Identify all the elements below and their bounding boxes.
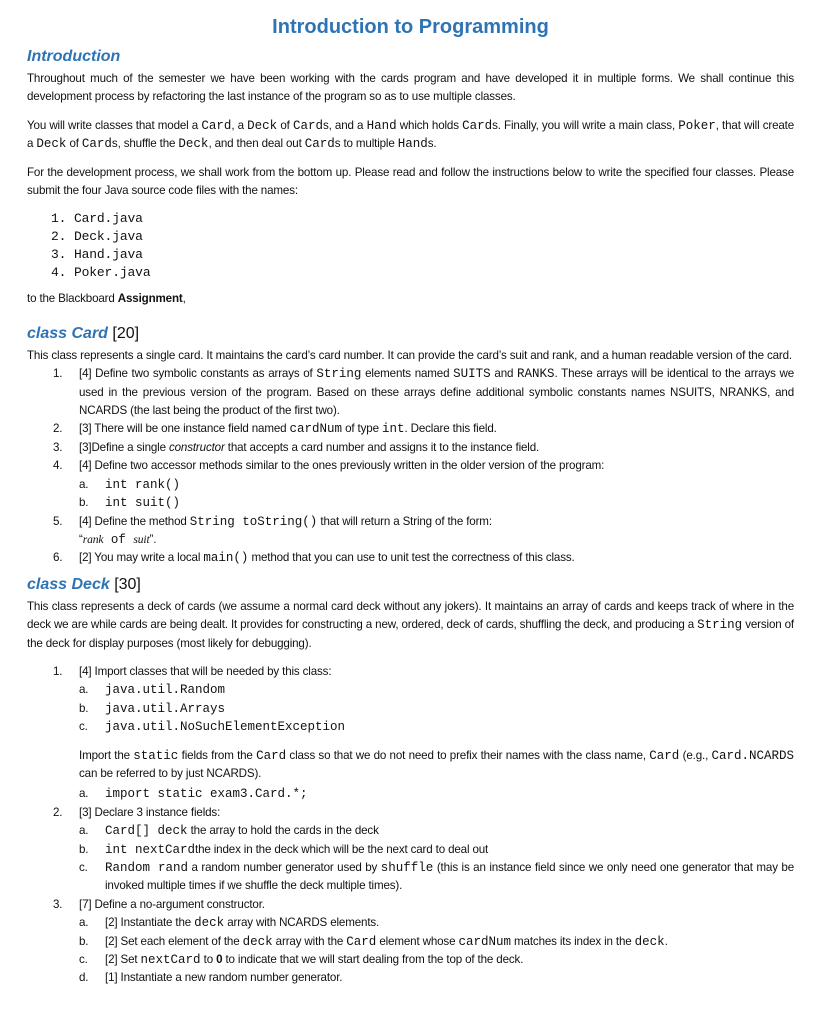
text-run: [2] Set <box>105 953 141 967</box>
code-text: int suit() <box>105 496 181 511</box>
text-run: This class represents a deck of cards (we assume a normal card deck without any jokers). It maintains an array of cards and keeps track of where in the deck we are while cards are being dealt. It provides for constructing a new, ordered, deck of cards, shuffling the deck, and producing a <box>27 599 794 632</box>
text-run: that accepts a card number and assigns it to the instance field. <box>224 440 540 454</box>
text-run: can be referred to by just NCARDS). <box>79 766 262 780</box>
item-number: 1. <box>53 367 63 381</box>
text-run: [3] There will be one instance field named <box>79 422 290 436</box>
text-run: . These arrays will be identical to the arrays we used in the previous version of the program. Based on these arrays define additional symbolic constants names NSUITS, NRANKS, and NCARDS (the last being the product of the first two). <box>79 367 794 418</box>
text-run: . <box>664 934 668 948</box>
code-text: java.util.Random <box>105 683 226 698</box>
sub-list <box>79 822 794 896</box>
continuation <box>79 531 794 549</box>
text-run: array with NCARDS elements. <box>224 916 380 930</box>
sub-list-item <box>79 785 794 803</box>
paragraph <box>27 290 794 308</box>
document-title: Introduction to Programming <box>272 16 549 38</box>
text-run: For the development process, we shall work from the bottom up. Please read and follow the instructions below to write the specified four classes. Please submit the four Java source code files with the names: <box>27 165 794 198</box>
text-run: to <box>200 953 217 967</box>
section-heading-introduction: Introduction <box>27 48 121 65</box>
text-run: This class represents a single card. It maintains the card’s card number. It can provide the card’s suit and rank, and a human readable version of the card. <box>27 348 792 362</box>
sub-list-item <box>79 933 794 951</box>
sub-list-item <box>79 841 794 859</box>
text-run: to the Blackboard <box>27 292 118 306</box>
file-name: 1. Card.java <box>51 211 143 227</box>
code-text: Card <box>462 118 493 133</box>
code-text: SUITS <box>453 367 491 382</box>
text-run: You will write classes that model a <box>27 118 202 132</box>
file-name: 4. Poker.java <box>51 265 151 281</box>
code-text: Deck <box>247 118 278 133</box>
item-marker: c. <box>79 861 88 874</box>
heading-text: class Deck <box>27 575 110 593</box>
text-run: the index in the deck which will be the next card to deal out <box>195 842 489 856</box>
list-item <box>53 457 794 512</box>
item-number: 6. <box>53 551 63 565</box>
code-text: import static exam3.Card.*; <box>105 787 308 802</box>
sub-list-item <box>79 494 794 512</box>
text-run: [2] You may write a local <box>79 551 204 565</box>
text-run: elements named <box>361 367 454 381</box>
text-run: [7] Define a no-argument constructor. <box>79 897 265 911</box>
text-run: Import the <box>79 748 134 762</box>
item-marker: a. <box>79 477 89 491</box>
text-run: s, shuffle the <box>111 137 179 151</box>
text-run: 0 <box>216 953 223 967</box>
text-run: [1] Instantiate a new random number generator. <box>105 971 343 985</box>
text-run: to indicate that we will start dealing from the top of the deck. <box>222 953 524 967</box>
points: [20] <box>112 324 140 342</box>
file-name: 3. Hand.java <box>51 247 143 263</box>
sub-list-item <box>79 476 794 494</box>
code-text: java.util.Arrays <box>105 701 226 716</box>
text-run: s. Finally, you will write a main class, <box>492 118 679 132</box>
text-run: [2] Set each element of the <box>105 934 243 948</box>
section-heading-class-card <box>27 323 794 345</box>
code-text: int nextCard <box>105 842 196 857</box>
item-marker: d. <box>79 971 89 985</box>
sub-list-item <box>79 914 794 932</box>
code-text: Random rand <box>105 861 188 875</box>
item-marker: a. <box>79 787 89 801</box>
code-text: Poker <box>678 118 716 133</box>
paragraph <box>27 164 794 201</box>
text-run: matches its index in the <box>510 934 635 948</box>
code-text: Card[] deck <box>105 824 188 839</box>
text-run: version of the deck for display purposes (most likely for debugging). <box>27 618 794 650</box>
code-text: Card <box>292 118 323 133</box>
code-text: shuffle <box>380 861 434 875</box>
item-number: 5. <box>53 514 63 528</box>
item-marker: b. <box>79 496 89 510</box>
text-run: fields from the <box>178 748 257 762</box>
code-text: String <box>316 367 362 382</box>
text-run: s to multiple <box>334 137 398 151</box>
text-run: element whose <box>376 934 459 948</box>
item-marker: c. <box>79 720 88 734</box>
item-marker: a. <box>79 916 89 930</box>
class-deck-body <box>27 598 794 988</box>
text-run: class so that we do not need to prefix their names with the class name, <box>286 748 650 762</box>
code-text: java.util.NoSuchElementException <box>105 720 346 735</box>
code-text: String <box>697 618 743 633</box>
text-run: a random number generator used by <box>188 861 381 874</box>
code-text: Card.NCARDS <box>711 748 794 763</box>
list-item <box>53 896 794 988</box>
text-run: [3] Declare 3 instance fields: <box>79 805 221 819</box>
sub-list-item <box>79 681 794 699</box>
text-run: Assignment <box>117 292 183 306</box>
code-text: Card <box>304 137 335 152</box>
text-run: s, and a <box>323 118 367 132</box>
list-item <box>53 439 794 457</box>
text-run: of type <box>342 422 382 436</box>
class-card-body <box>27 347 794 568</box>
item-marker: a. <box>79 683 89 697</box>
sub-list-item <box>79 718 794 736</box>
code-text: Deck <box>178 137 209 152</box>
text-run: method that you can use to unit test the correctness of this class. <box>248 551 575 565</box>
code-text: static <box>133 748 179 763</box>
text-run: s. <box>427 137 437 151</box>
text-run: ”. <box>149 532 157 546</box>
item-marker: a. <box>79 824 89 838</box>
code-text: Hand <box>366 118 397 133</box>
sub-list-item <box>79 951 794 969</box>
sub-list-item <box>79 700 794 718</box>
item-number: 3. <box>53 440 63 454</box>
sub-list-item <box>79 822 794 840</box>
text-run: rank <box>82 532 104 546</box>
text-run: “ <box>79 532 83 546</box>
code-text: int <box>381 422 405 437</box>
list-item <box>53 420 794 438</box>
points: [30] <box>114 575 141 593</box>
code-text: int rank() <box>105 477 181 492</box>
item-marker: b. <box>79 842 89 856</box>
code-text: Deck <box>36 137 67 152</box>
text-run: array with the <box>272 934 347 948</box>
code-text: nextCard <box>140 953 201 968</box>
item-number: 4. <box>53 459 63 473</box>
paragraph <box>27 347 794 365</box>
code-text: String toString() <box>189 514 318 529</box>
text-run: [4] Define two accessor methods similar to the ones previously written in the older version of the program: <box>79 459 605 473</box>
text-run: , that will create a <box>27 118 795 151</box>
item-number: 3. <box>53 897 63 911</box>
item-number: 1. <box>53 664 63 678</box>
text-run: , a <box>231 118 248 132</box>
code-text: deck <box>634 934 665 949</box>
text-run: [4] Define the method <box>79 514 190 528</box>
text-run: that will return a String of the form: <box>317 514 492 528</box>
text-run: , and then deal out <box>208 137 305 151</box>
code-text: of <box>103 532 134 547</box>
item-number: 2. <box>53 422 63 436</box>
list-item <box>53 513 794 550</box>
code-text: Card <box>346 934 377 949</box>
text-run: of <box>66 137 82 151</box>
introduction-body <box>27 70 794 309</box>
code-text: Card <box>201 118 232 133</box>
text-run: , <box>182 292 186 306</box>
item-marker: b. <box>79 701 89 715</box>
file-name: 2. Deck.java <box>51 229 143 245</box>
sub-list-item <box>79 969 794 987</box>
text-run: the array to hold the cards in the deck <box>187 824 379 838</box>
text-run: [2] Instantiate the <box>105 916 195 930</box>
paragraph <box>27 598 794 653</box>
code-text: main() <box>203 551 249 566</box>
text-run: and <box>490 367 518 381</box>
file-list <box>27 210 794 282</box>
code-text: Card <box>81 137 112 152</box>
code-text: Hand <box>397 137 428 152</box>
text-run: [3]Define a single <box>79 440 169 454</box>
text-run: [4] Import classes that will be needed by this class: <box>79 664 332 678</box>
text-run: which holds <box>396 118 463 132</box>
list-item <box>53 365 794 420</box>
text-run: of <box>277 118 293 132</box>
numbered-list <box>27 663 794 988</box>
list-item <box>53 549 794 567</box>
sub-list <box>79 476 794 513</box>
code-text: Card <box>256 748 287 763</box>
text-run: Throughout much of the semester we have been working with the cards program and have developed it in multiple forms. We shall continue this development process by refactoring the last instance of the program so as to use multiple classes. <box>27 72 794 104</box>
text-run: constructor <box>168 440 225 454</box>
list-item <box>53 804 794 896</box>
text-run: . Declare this field. <box>404 422 497 436</box>
code-text: RANKS <box>517 367 555 382</box>
paragraph <box>27 70 794 107</box>
section-heading-class-deck <box>27 574 794 596</box>
import-note <box>79 747 794 784</box>
code-text: deck <box>242 934 273 949</box>
item-number: 2. <box>53 805 63 819</box>
sub-list-item <box>79 859 794 896</box>
text-run: suit <box>133 532 150 546</box>
item-marker: c. <box>79 953 88 967</box>
sub-list <box>79 785 794 803</box>
item-marker: b. <box>79 934 89 948</box>
text-run: (this is an instance field since we only need one generator that may be invoked multiple times if we shuffle the deck multiple times). <box>105 861 794 893</box>
heading-text: class Card <box>27 324 108 342</box>
text-run: (e.g., <box>679 748 712 762</box>
list-item <box>53 663 794 804</box>
numbered-list <box>27 365 794 567</box>
sub-list <box>79 914 794 988</box>
code-text: cardNum <box>289 422 343 437</box>
code-text: deck <box>194 916 225 931</box>
code-text: cardNum <box>458 934 511 949</box>
code-text: Card <box>649 748 680 763</box>
sub-list <box>79 681 794 736</box>
text-run: [4] Define two symbolic constants as arrays of <box>79 367 317 381</box>
paragraph <box>27 117 794 154</box>
